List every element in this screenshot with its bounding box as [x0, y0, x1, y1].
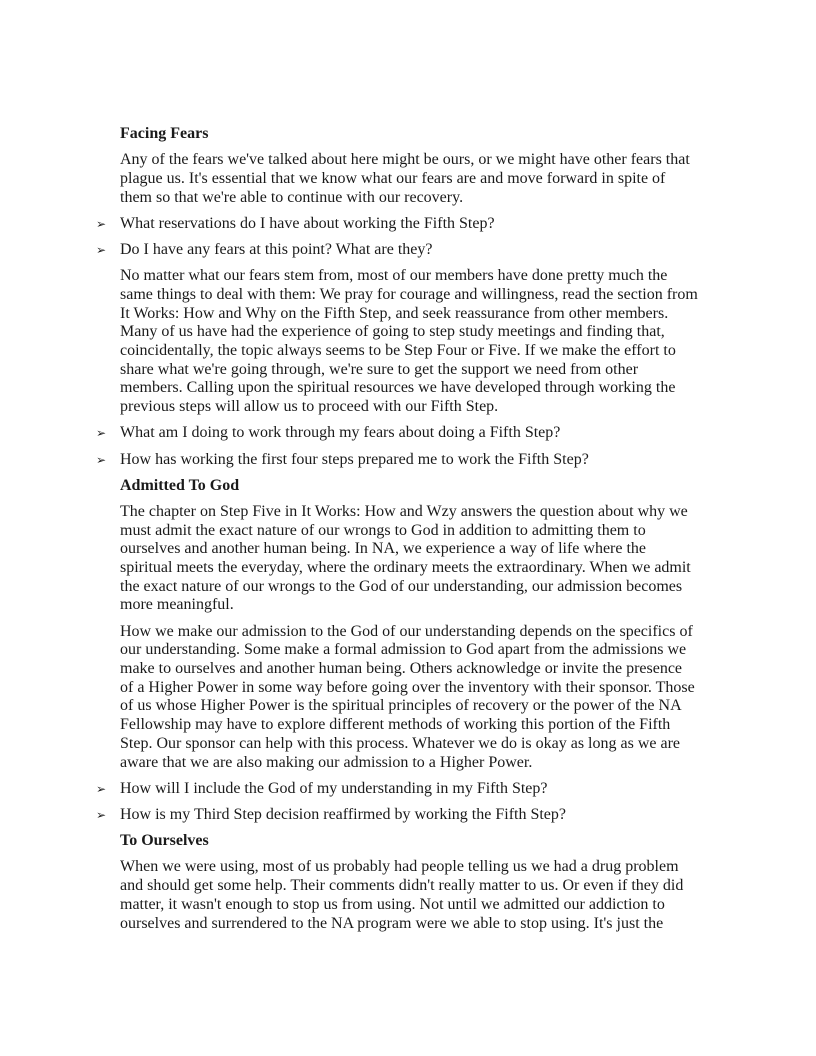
question-list-item	[96, 215, 720, 234]
arrow-bullet-icon: ➢	[96, 808, 107, 822]
body-paragraph: The chapter on Step Five in It Works: How and Wzy answers the question about why we must admit the exact nature of our wrongs to God in addition to admitting them to ourselves and another human being. In NA, we experience a way of life where the spiritual meets the everyday, where the ordinary meets the extraordinary. When we admit the exact nature of our wrongs to the God of our understanding, our admission becomes more meaningful.	[120, 502, 691, 614]
question-text: How will I include the God of my understanding in my Fifth Step?	[120, 779, 548, 797]
arrow-bullet-icon: ➢	[96, 243, 107, 258]
arrow-bullet-icon: ➢	[96, 452, 107, 467]
body-paragraph: No matter what our fears stem from, most of our members have done pretty much the same things to deal with them: We pray for courage and willingness, read the section from It Works: How and Why on the Fifth Step, and seek reassurance from other members. Many of us have had the experience of going to step study meetings and finding that, coincidentally, the topic always seems to be Step Four or Five. If we make the effort to share what we're going through, we're sure to get the support we need from other members. Calling upon the spiritual resources we have developed through working the previous steps will allow us to proceed with our Fifth Step.	[120, 267, 698, 416]
question-list-item	[96, 780, 720, 799]
arrow-bullet-icon: ➢	[96, 216, 107, 231]
section-heading: To Ourselves	[120, 832, 209, 850]
question-list-item	[96, 451, 720, 470]
question-text: Do I have any fears at this point? What are they?	[120, 241, 433, 259]
body-paragraph: When we were using, most of us probably had people telling us we had a drug problem and should get some help. Their comments didn't really matter to us. Or even if they did matter, it wasn't enough to stop us from using. Not until we admitted our addiction to ourselves and surrendered to the NA program were we able to stop using. It's just the	[120, 858, 684, 932]
question-text: What am I doing to work through my fears about doing a Fifth Step?	[120, 424, 561, 442]
question-text: What reservations do I have about working the Fifth Step?	[120, 214, 495, 232]
question-list-item	[96, 424, 720, 443]
question-list-item	[96, 241, 720, 260]
body-paragraph: How we make our admission to the God of our understanding depends on the specifics of our understanding. Some make a formal admission to God apart from the admissions we make to ourselves and another human being. Others acknowledge or invite the presence of a Higher Power in some way before going over the inventory with their sponsor. Those of us whose Higher Power is the spiritual principles of recovery or the power of the NA Fellowship may have to explore different methods of working this portion of the Fifth Step. Our sponsor can help with this process. Whatever we do is okay as long as we are aware that we are also making our admission to a Higher Power.	[120, 622, 695, 771]
section-heading: Facing Fears	[120, 125, 209, 142]
question-list-item	[96, 806, 720, 825]
arrow-bullet-icon: ➢	[96, 426, 107, 441]
body-paragraph: Any of the fears we've talked about here might be ours, or we might have other fears that plague us. It's essential that we know what our fears are and move forward in spite of them so that we're able to continue with our recovery.	[120, 151, 690, 206]
question-text: How has working the first four steps prepared me to work the Fifth Step?	[120, 450, 589, 468]
arrow-bullet-icon: ➢	[96, 781, 107, 796]
section-heading: Admitted To God	[120, 476, 240, 494]
question-text: How is my Third Step decision reaffirmed by working the Fifth Step?	[120, 806, 567, 823]
